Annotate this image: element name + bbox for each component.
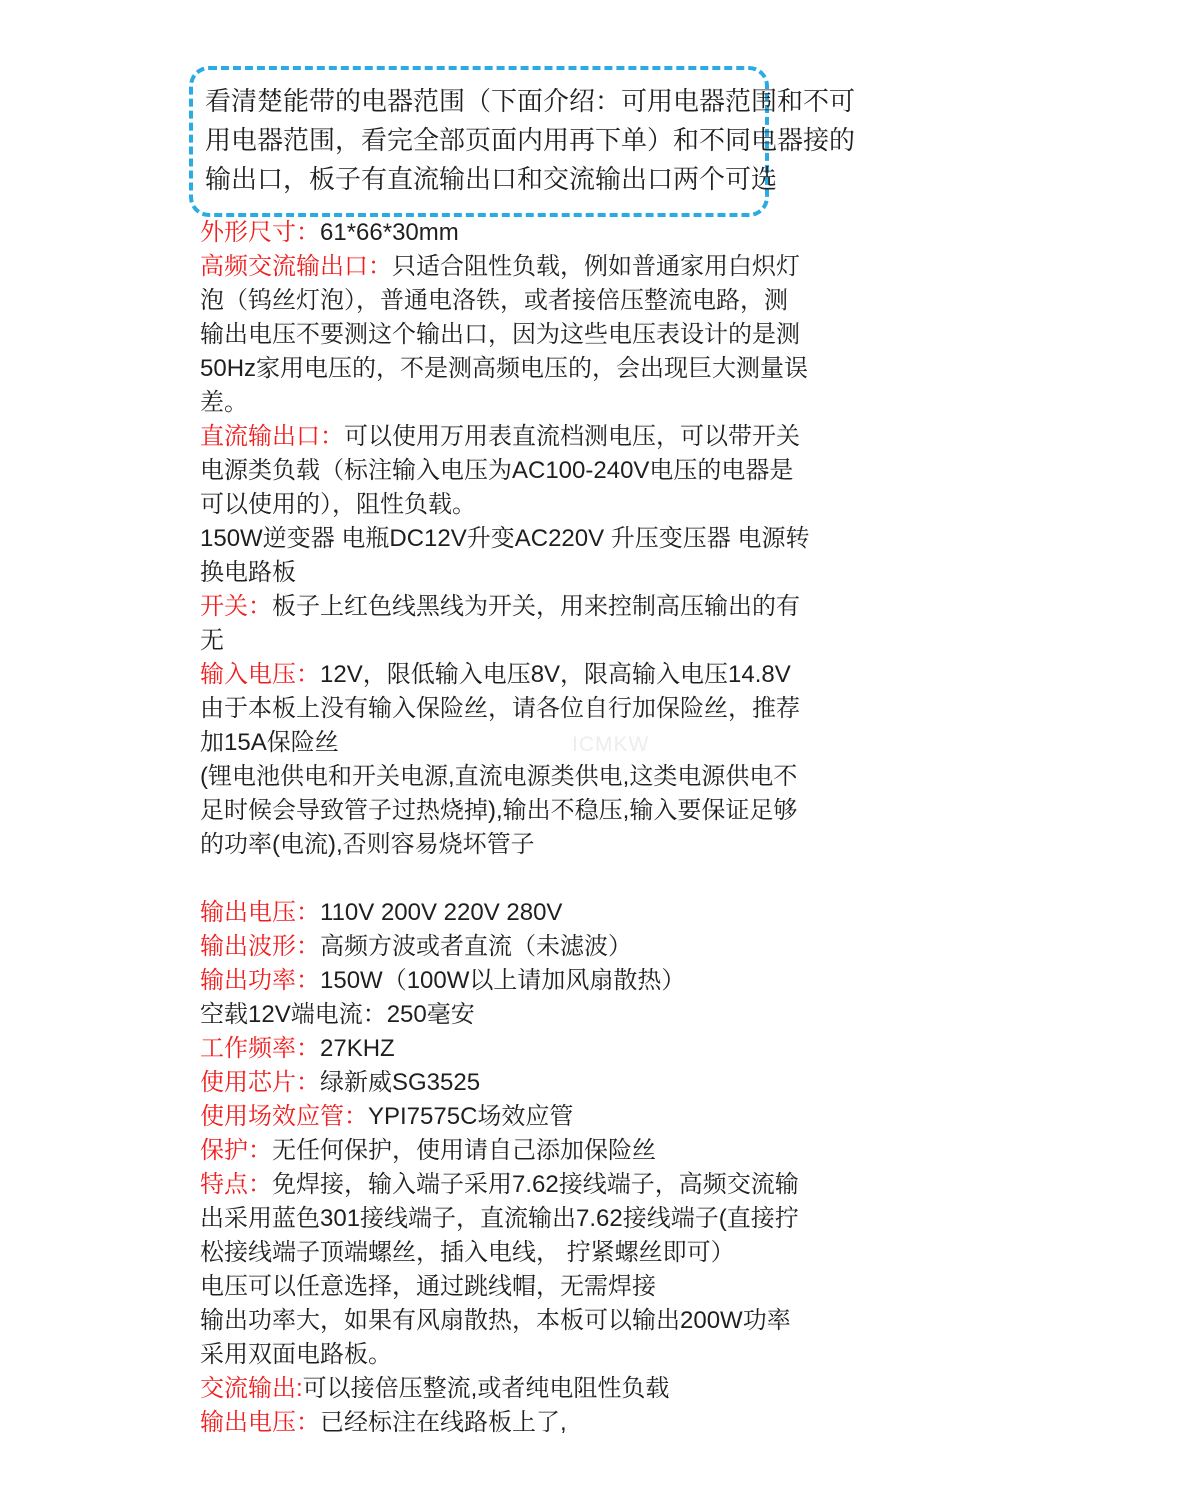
spec-line	[200, 488, 1160, 522]
spec-line	[200, 794, 1160, 828]
spec-text: 高频方波或者直流（未滤波）	[320, 933, 632, 960]
spec-line	[200, 1406, 1160, 1440]
spec-text: 12V，限低输入电压8V，限高输入电压14.8V	[320, 661, 791, 688]
spec-text: 150W（100W以上请加风扇散热）	[320, 967, 686, 994]
spec-text: 免焊接，输入端子采用7.62接线端子，高频交流输	[272, 1171, 799, 1198]
spec-text: 泡（钨丝灯泡），普通电洛铁，或者接倍压整流电路，测	[200, 287, 788, 314]
spec-text: YPI7575C场效应管	[368, 1103, 574, 1130]
spec-label: 使用芯片：	[200, 1069, 320, 1096]
spec-text: 可以接倍压整流,或者纯电阻性负载	[302, 1375, 670, 1402]
spec-line	[200, 1168, 1160, 1202]
spec-label: 使用场效应管：	[200, 1103, 368, 1130]
spec-line	[200, 1202, 1160, 1236]
spec-line	[200, 1270, 1160, 1304]
spec-text: 110V 200V 220V 280V	[320, 899, 563, 926]
spec-text: 电压可以任意选择，通过跳线帽，无需焊接	[200, 1273, 656, 1300]
spec-line	[200, 658, 1160, 692]
spec-line	[200, 1236, 1160, 1270]
spec-line	[200, 250, 1160, 284]
spec-line	[200, 964, 1160, 998]
spec-line	[200, 352, 1160, 386]
spec-text: 板子上红色线黑线为开关，用来控制高压输出的有	[272, 593, 800, 620]
spec-text: 150W逆变器 电瓶DC12V升变AC220V 升压变压器 电源转	[200, 525, 810, 552]
spec-line	[200, 420, 1160, 454]
spec-label: 高频交流输出口：	[200, 253, 392, 280]
spec-line	[200, 930, 1160, 964]
spec-line	[200, 760, 1160, 794]
spec-line	[200, 284, 1160, 318]
spec-text: 足时候会导致管子过热烧掉),输出不稳压,输入要保证足够	[200, 797, 798, 824]
spec-label: 输出电压：	[200, 899, 320, 926]
spec-text: 绿新威SG3525	[320, 1069, 481, 1096]
spec-label: 输入电压：	[200, 661, 320, 688]
spec-text: 输出电压不要测这个输出口，因为这些电压表设计的是测	[200, 321, 800, 348]
spec-line	[200, 862, 1160, 896]
spec-line	[200, 624, 1160, 658]
notice-line: 用电器范围，看完全部页面内用再下单）和不同电器接的	[205, 125, 856, 155]
spec-line	[200, 1134, 1160, 1168]
spec-text: 无任何保护，使用请自己添加保险丝	[272, 1137, 656, 1164]
spec-line	[200, 828, 1160, 862]
spec-line	[200, 556, 1160, 590]
spec-line	[200, 522, 1160, 556]
spec-text: 27KHZ	[320, 1035, 395, 1062]
spec-text: 空载12V端电流：250毫安	[200, 1001, 475, 1028]
spec-label: 交流输出:	[200, 1375, 303, 1402]
spec-text: 采用双面电路板。	[200, 1341, 392, 1368]
spec-line	[200, 896, 1160, 930]
spec-label: 输出电压：	[200, 1409, 320, 1436]
spec-label: 直流输出口：	[200, 423, 344, 450]
spec-text: 可以使用万用表直流档测电压，可以带开关	[344, 423, 800, 450]
spec-line	[200, 1100, 1160, 1134]
spec-text: 可以使用的），阻性负载。	[200, 491, 476, 518]
spec-line	[200, 1304, 1160, 1338]
spec-text: 由于本板上没有输入保险丝，请各位自行加保险丝，推荐	[200, 695, 800, 722]
spec-line	[200, 386, 1160, 420]
spec-line	[200, 1372, 1160, 1406]
notice-line: 输出口，板子有直流输出口和交流输出口两个可选	[205, 164, 778, 194]
spec-list	[200, 216, 1160, 1440]
spec-text: 50Hz家用电压的，不是测高频电压的，会出现巨大测量误	[200, 355, 809, 382]
spec-line	[200, 692, 1160, 726]
spec-text: 电源类负载（标注输入电压为AC100-240V电压的电器是	[200, 457, 794, 484]
spec-text: 只适合阻性负载，例如普通家用白炽灯	[392, 253, 800, 280]
spec-line	[200, 454, 1160, 488]
spec-line	[200, 216, 1160, 250]
spec-text: 出采用蓝色301接线端子，直流输出7.62接线端子(直接拧	[200, 1205, 799, 1232]
spec-text: 差。	[200, 389, 248, 416]
spec-line	[200, 590, 1160, 624]
spec-line	[200, 1032, 1160, 1066]
notice-box	[189, 66, 856, 217]
spec-text: 无	[200, 627, 224, 654]
spec-line	[200, 1066, 1160, 1100]
spec-label: 特点：	[200, 1171, 272, 1198]
spec-label: 输出波形：	[200, 933, 320, 960]
spec-line	[200, 726, 1160, 760]
spec-label: 开关：	[200, 593, 272, 620]
watermark-text: ICMKW	[572, 733, 650, 756]
spec-text: 的功率(电流),否则容易烧坏管子	[200, 831, 535, 858]
spec-text: 松接线端子顶端螺丝，插入电线， 拧紧螺丝即可）	[200, 1239, 735, 1266]
spec-label: 保护：	[200, 1137, 272, 1164]
spec-text: 输出功率大，如果有风扇散热，本板可以输出200W功率	[200, 1307, 791, 1334]
spec-line	[200, 1338, 1160, 1372]
spec-text: 加15A保险丝	[200, 729, 339, 756]
spec-label: 输出功率：	[200, 967, 320, 994]
spec-text: 61*66*30mm	[320, 219, 459, 246]
spec-text: 已经标注在线路板上了,	[320, 1409, 567, 1436]
spec-line	[200, 318, 1160, 352]
spec-label: 外形尺寸：	[200, 219, 320, 246]
spec-label: 工作频率：	[200, 1035, 320, 1062]
spec-text: (锂电池供电和开关电源,直流电源类供电,这类电源供电不	[200, 763, 798, 790]
spec-text: 换电路板	[200, 559, 296, 586]
spec-line	[200, 998, 1160, 1032]
notice-line: 看清楚能带的电器范围（下面介绍：可用电器范围和不可	[205, 86, 856, 116]
